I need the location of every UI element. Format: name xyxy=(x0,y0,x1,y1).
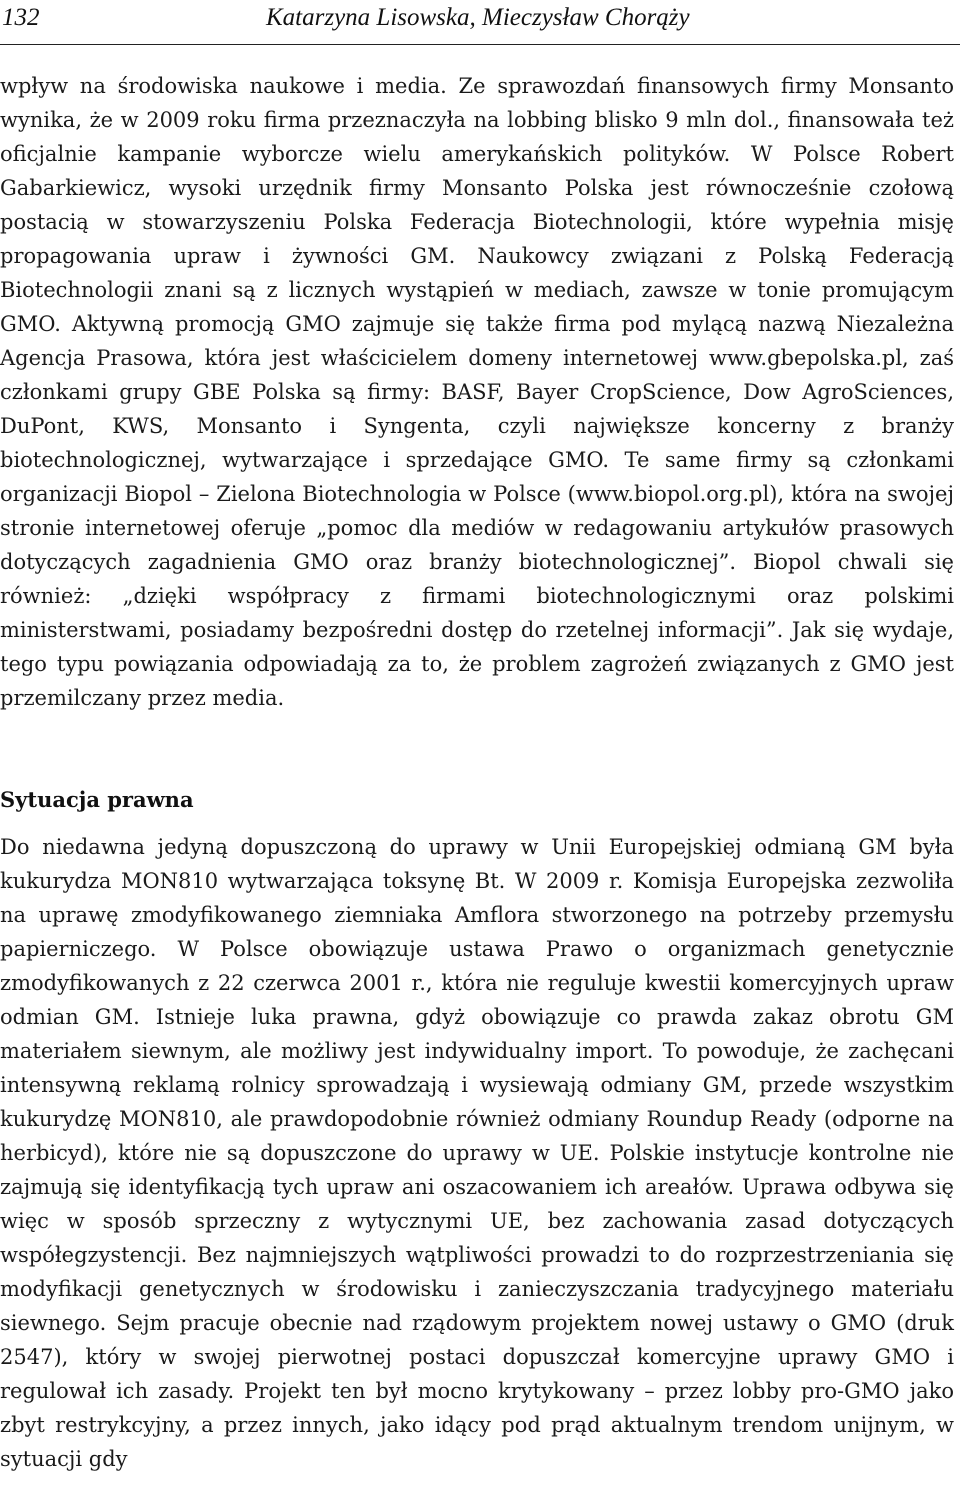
header-rule xyxy=(0,44,960,45)
body-text-section-1 xyxy=(0,69,954,715)
page-number: 132 xyxy=(2,4,40,31)
paragraph: Do niedawna jedyną dopuszczoną do uprawy w Unii Europejskiej odmianą GM była kukurydza MON810 wytwarzająca toksynę Bt. W 2009 r. Komisja Europejska zezwoliła na uprawę zmodyfikowanego ziemniaka Amflora stworzonego na potrzeby przemysłu papierniczego. W Polsce obowiązuje ustawa Prawo o organizmach genetycznie zmodyfikowanych z 22 czerwca 2001 r., która nie reguluje kwestii komercyjnych upraw odmian GM. Istnieje luka prawna, gdyż obowiązuje co prawda zakaz obrotu GM materiałem siewnym, ale możliwy jest indywidualny import. To powoduje, że zachęcani intensywną reklamą rolnicy sprowadzają i wysiewają odmiany GM, przede wszystkim kukurydzę MON810, ale prawdopodobnie również odmiany Roundup Ready (odporne na herbicyd), które nie są dopuszczone do uprawy w UE. Polskie instytucje kontrolne nie zajmują się identyfikacją tych upraw ani oszacowaniem ich areałów. Uprawa odbywa się więc w sposób sprzeczny z wytycznymi UE, bez zachowania zasad dotyczących współegzystencji. Bez najmniejszych wątpliwości prowadzi to do rozprzestrzeniania się modyfikacji genetycznych w środowisku i zanieczyszczania tradycyjnego materiału siewnego. Sejm pracuje obecnie nad rządowym projektem nowej ustawy o GMO (druk 2547), który w swojej pierwotnej postaci dopuszczał komercyjne uprawy GMO i regulował ich zasady. Projekt ten był mocno krytykowany – przez lobby pro-GMO jako zbyt restrykcyjny, a przez innych, jako idący pod prąd aktualnym trendom unijnym, w sytuacji gdy xyxy=(0,835,954,1471)
running-title: Katarzyna Lisowska, Mieczysław Chorąży xyxy=(266,4,690,31)
body-text-section-2 xyxy=(0,830,954,1476)
page-header xyxy=(0,0,960,46)
section-heading: Sytuacja prawna xyxy=(0,787,194,812)
paragraph: wpływ na środowiska naukowe i media. Ze sprawozdań finansowych firmy Monsanto wynika, że w 2009 roku firma przeznaczyła na lobbing blisko 9 mln dol., finansowała też oficjalnie kampanie wyborcze wielu amerykańskich polityków. W Polsce Robert Gabarkiewicz, wysoki urzędnik firmy Monsanto Polska jest równocześnie czołową postacią w stowarzyszeniu Polska Federacja Biotechnologii, które wypełnia misję propagowania upraw i żywności GM. Naukowcy związani z Polską Federacją Biotechnologii znani są z licznych wystąpień w mediach, zawsze w tonie promującym GMO. Aktywną promocją GMO zajmuje się także firma pod mylącą nazwą Niezależna Agencja Prasowa, która jest właścicielem domeny internetowej www.gbepolska.pl, zaś członkami grupy GBE Polska są firmy: BASF, Bayer CropScience, Dow AgroSciences, DuPont, KWS, Monsanto i Syngenta, czyli największe koncerny z branży biotechnologicznej, wytwarzające i sprzedające GMO. Te same firmy są członkami organizacji Biopol – Zielona Biotechnologia w Polsce (www.biopol.org.pl), która na swojej stronie internetowej oferuje „pomoc dla mediów w redagowaniu artykułów prasowych dotyczących zagadnienia GMO oraz branży biotechnologicznej”. Biopol chwali się również: „dzięki współpracy z firmami biotechnologicznymi oraz polskimi ministerstwami, posiadamy bezpośredni dostęp do rzetelnej informacji”. Jak się wydaje, tego typu powiązania odpowiadają za to, że problem zagrożeń związanych z GMO jest przemilczany przez media. xyxy=(0,74,954,710)
